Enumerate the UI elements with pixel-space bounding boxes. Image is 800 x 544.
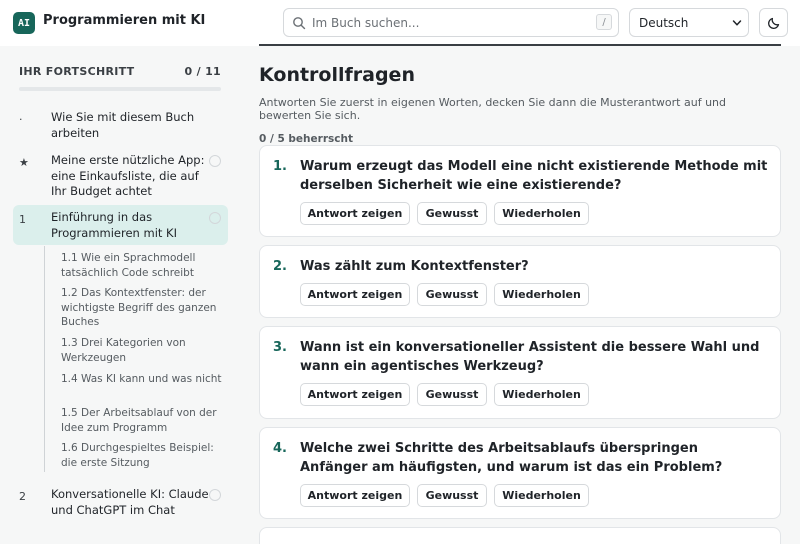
search-box[interactable]: [283, 8, 619, 37]
chevron-down-icon: [732, 18, 742, 28]
sidebar-item-label: Einführung in das Programmieren mit KI: [51, 210, 177, 240]
sidebar-item-first-app[interactable]: [13, 148, 228, 204]
show-answer-button[interactable]: Antwort zeigen: [300, 383, 410, 406]
question-card: [259, 326, 781, 419]
sidebar-item-chapter-1[interactable]: [13, 205, 228, 245]
sidebar-item-intro[interactable]: [13, 105, 228, 145]
main-content: [240, 46, 800, 544]
question-text: Was zählt zum Kontextfenster?: [300, 259, 529, 274]
show-answer-button[interactable]: Antwort zeigen: [300, 283, 410, 306]
progress-bar: [19, 87, 221, 91]
sidebar-item-marker: ·: [19, 113, 23, 126]
sidebar-item-number: 1: [19, 213, 26, 226]
search-input[interactable]: [312, 12, 572, 33]
app-title[interactable]: Programmieren mit KI: [43, 13, 206, 28]
show-answer-button[interactable]: Antwort zeigen: [300, 484, 410, 507]
repeat-button[interactable]: Wiederholen: [494, 202, 589, 225]
completion-circle-icon[interactable]: [209, 212, 221, 224]
known-button[interactable]: Gewusst: [417, 202, 487, 225]
subsection-link-1-4[interactable]: 1.4 Was KI kann und was nicht: [61, 373, 222, 385]
question-number: 4.: [273, 441, 287, 456]
repeat-button[interactable]: Wiederholen: [494, 484, 589, 507]
repeat-button[interactable]: Wiederholen: [494, 283, 589, 306]
question-text: Wann ist ein konversationeller Assistent die bessere Wahl und wann ein agentisches Werkzeug?: [300, 340, 760, 374]
search-icon: [292, 16, 306, 30]
divider: [259, 44, 781, 46]
sidebar-item-label: Wie Sie mit diesem Buch arbeiten: [51, 110, 195, 140]
progress-header: [19, 65, 221, 78]
theme-toggle-button[interactable]: [759, 8, 788, 37]
sidebar: [0, 46, 240, 544]
known-button[interactable]: Gewusst: [417, 383, 487, 406]
sidebar-item-label: Konversationelle KI: Claude und ChatGPT im Chat: [51, 487, 209, 517]
chapter-1-subsections: [44, 246, 224, 472]
language-select-value: Deutsch: [639, 15, 689, 30]
completion-circle-icon[interactable]: [209, 155, 221, 167]
subsection-link-1-1[interactable]: 1.1 Wie ein Sprachmodell tatsächlich Code schreibt: [61, 252, 196, 279]
question-number: 1.: [273, 159, 287, 174]
mastered-count: 0 / 5 beherrscht: [259, 133, 353, 145]
known-button[interactable]: Gewusst: [417, 283, 487, 306]
top-bar: [0, 0, 800, 46]
question-card: [259, 145, 781, 237]
subsection-link-1-5[interactable]: 1.5 Der Arbeitsablauf von der Idee zum Programm: [61, 407, 217, 434]
progress-count: 0 / 11: [184, 65, 221, 78]
question-card: [259, 245, 781, 318]
question-text: Warum erzeugt das Modell eine nicht existierende Methode mit derselben Sicherheit wie eine existierende?: [300, 159, 768, 193]
known-button[interactable]: Gewusst: [417, 484, 487, 507]
question-number: 2.: [273, 259, 287, 274]
question-number: 3.: [273, 340, 287, 355]
show-answer-button[interactable]: Antwort zeigen: [300, 202, 410, 225]
subsection-link-1-3[interactable]: 1.3 Drei Kategorien von Werkzeugen: [61, 337, 186, 364]
page-title: Kontrollfragen: [259, 64, 415, 86]
completion-circle-icon[interactable]: [209, 489, 221, 501]
app-logo[interactable]: AI: [13, 12, 35, 34]
star-icon: ★: [19, 156, 29, 169]
question-card: [259, 427, 781, 519]
sidebar-item-number: 2: [19, 490, 26, 503]
question-text: Welche zwei Schritte des Arbeitsablaufs überspringen Anfänger am häufigsten, und warum ist das ein Problem?: [300, 441, 723, 475]
search-shortcut-hint: /: [596, 14, 612, 30]
intro-text: Antworten Sie zuerst in eigenen Worten, decken Sie dann die Musterantwort auf und bewerten Sie sich.: [259, 96, 726, 122]
sidebar-item-chapter-2[interactable]: [13, 482, 228, 538]
repeat-button[interactable]: Wiederholen: [494, 383, 589, 406]
question-card: [259, 527, 781, 544]
subsection-link-1-6[interactable]: 1.6 Durchgespieltes Beispiel: die erste Sitzung: [61, 442, 214, 469]
progress-label: IHR FORTSCHRITT: [19, 65, 135, 78]
subsection-link-1-2[interactable]: 1.2 Das Kontextfenster: der wichtigste Begriff des ganzen Buches: [61, 287, 217, 328]
language-select[interactable]: [629, 8, 749, 37]
sidebar-item-label: Meine erste nützliche App: eine Einkaufsliste, die auf Ihr Budget achtet: [51, 153, 205, 198]
moon-icon: [767, 16, 781, 30]
